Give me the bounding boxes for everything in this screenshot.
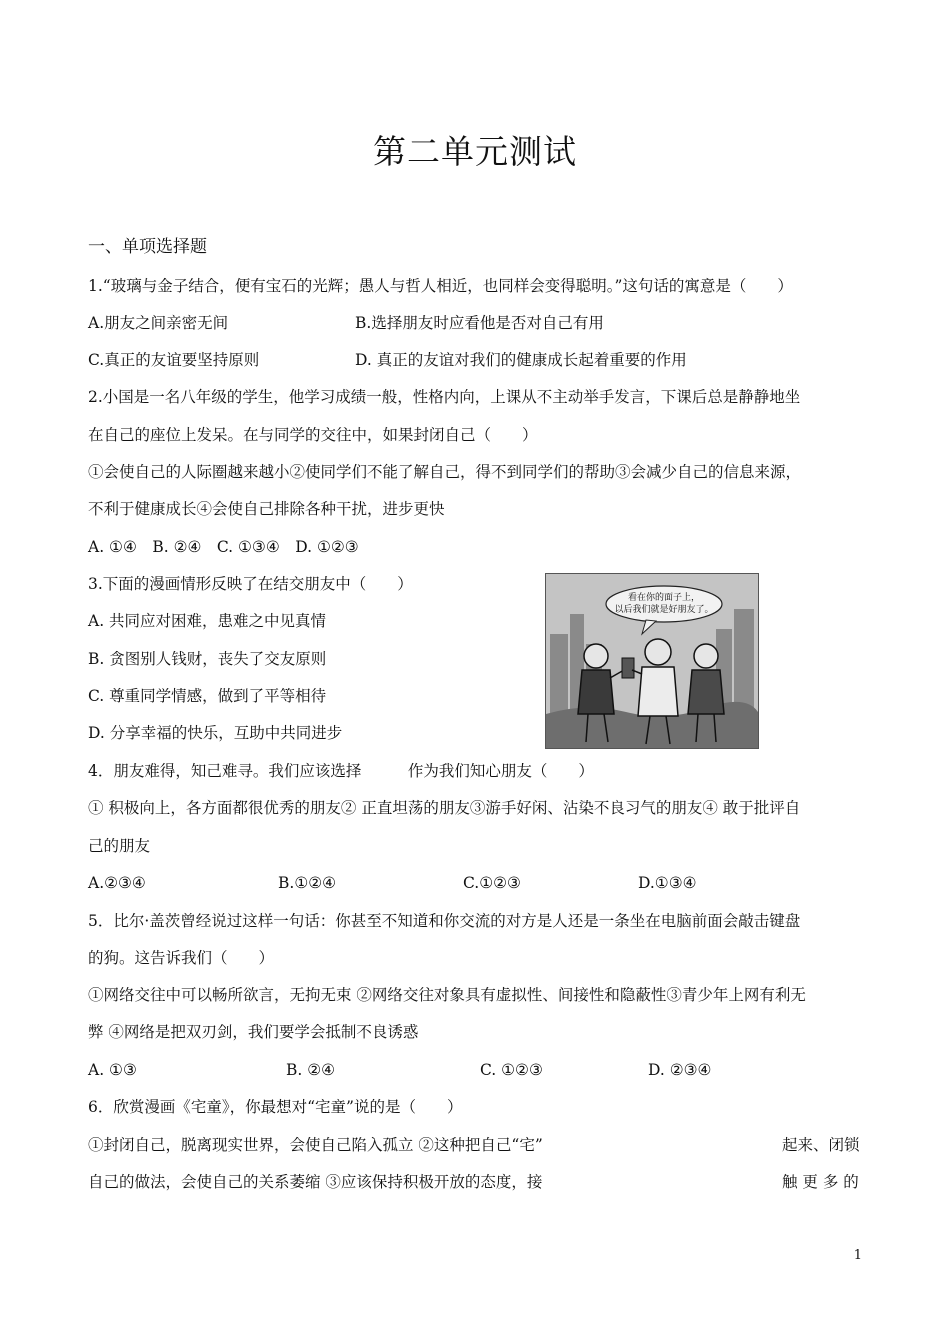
question-3-option-a: A. 共同应对困难，患难之中见真情 (88, 612, 327, 630)
question-3-option-d: D. 分享幸福的快乐，互助中共同进步 (88, 724, 343, 742)
question-4-option-b: B.①②④ (278, 874, 337, 892)
question-1-option-a: A.朋友之间亲密无间 (88, 314, 229, 332)
question-2-items-line2: 不利于健康成长④会使自己排除各种干扰，进步更快 (88, 500, 445, 518)
question-3-option-b: B. 贪图别人钱财，丧失了交友原则 (88, 650, 327, 668)
question-2-items-line1: ①会使自己的人际圈越来越小②使同学们不能了解自己，得不到同学们的帮助③会减少自己的信息来源， (88, 463, 802, 481)
question-4-items-line2: 己的朋友 (88, 837, 151, 855)
question-4-option-c: C.①②③ (463, 874, 521, 892)
question-6-items-line2: 自己的做法，会使自己的关系萎缩 ③应该保持积极开放的态度，接 (88, 1173, 543, 1191)
question-4-stem: 4．朋友难得，知己难寻。我们应该选择 作为我们知心朋友（ ） (88, 762, 594, 780)
page-number: 1 (853, 1248, 862, 1263)
cartoon-bubble-line1: 看在你的面子上， (627, 593, 701, 603)
question-5-items-line1: ①网络交往中可以畅所欲言，无拘无束 ②网络交往对象具有虚拟性、间接性和隐蔽性③青少年上网有利无 (88, 986, 806, 1004)
question-5-option-d: D. ②③④ (648, 1061, 712, 1079)
question-6-items-line2-tail: 触 更 多 的 (782, 1173, 859, 1191)
cartoon-bubble-line2: 以后我们就是好朋友了。 (614, 605, 714, 615)
question-5-stem-line2: 的狗。这告诉我们（ ） (88, 949, 275, 967)
question-6-items-line1-tail: 起来、闭锁 (782, 1136, 860, 1154)
question-3-option-c: C. 尊重同学情感，做到了平等相待 (88, 687, 327, 705)
cartoon-illustration (546, 574, 758, 748)
question-1-stem: 1.“玻璃与金子结合，便有宝石的光辉；愚人与哲人相近，也同样会变得聪明。”这句话的寓意是（ ） (88, 277, 793, 295)
question-5-option-c: C. ①②③ (480, 1061, 543, 1079)
question-2-stem-line1: 2.小国是一名八年级的学生，他学习成绩一般，性格内向，上课从不主动举手发言，下课后总是静静地坐 (88, 388, 801, 406)
question-4-option-d: D.①③④ (638, 874, 697, 892)
question-3-stem: 3.下面的漫画情形反映了在结交朋友中（ ） (88, 575, 413, 593)
page-title: 第二单元测试 (373, 132, 577, 171)
question-1-option-c: C.真正的友谊要坚持原则 (88, 351, 260, 369)
question-1-option-d: D. 真正的友谊对我们的健康成长起着重要的作用 (355, 351, 687, 369)
question-5-option-a: A. ①③ (88, 1061, 137, 1079)
question-5-stem-line1: 5．比尔·盖茨曾经说过这样一句话：你甚至不知道和你交流的对方是人还是一条坐在电脑前面会敲击键盘 (88, 912, 801, 930)
question-6-items-line1: ①封闭自己，脱离现实世界，会使自己陷入孤立 ②这种把自己“宅” (88, 1136, 543, 1154)
cartoon-image (545, 573, 759, 749)
question-6-stem: 6．欣赏漫画《宅童》，你最想对“宅童”说的是（ ） (88, 1098, 463, 1116)
question-5-items-line2: 弊 ④网络是把双刃剑，我们要学会抵制不良诱惑 (88, 1023, 419, 1041)
question-4-items-line1: ① 积极向上，各方面都很优秀的朋友② 正直坦荡的朋友③游手好闲、沾染不良习气的朋友④ 敢于批评自 (88, 799, 801, 817)
question-5-option-b: B. ②④ (286, 1061, 336, 1079)
section-heading: 一、单项选择题 (88, 237, 207, 257)
question-2-stem-line2: 在自己的座位上发呆。在与同学的交往中，如果封闭自己（ ） (88, 426, 538, 444)
question-1-option-b: B.选择朋友时应看他是否对自己有用 (355, 314, 604, 332)
question-4-option-a: A.②③④ (88, 874, 146, 892)
question-2-options: A. ①④ B. ②④ C. ①③④ D. ①②③ (88, 538, 359, 556)
